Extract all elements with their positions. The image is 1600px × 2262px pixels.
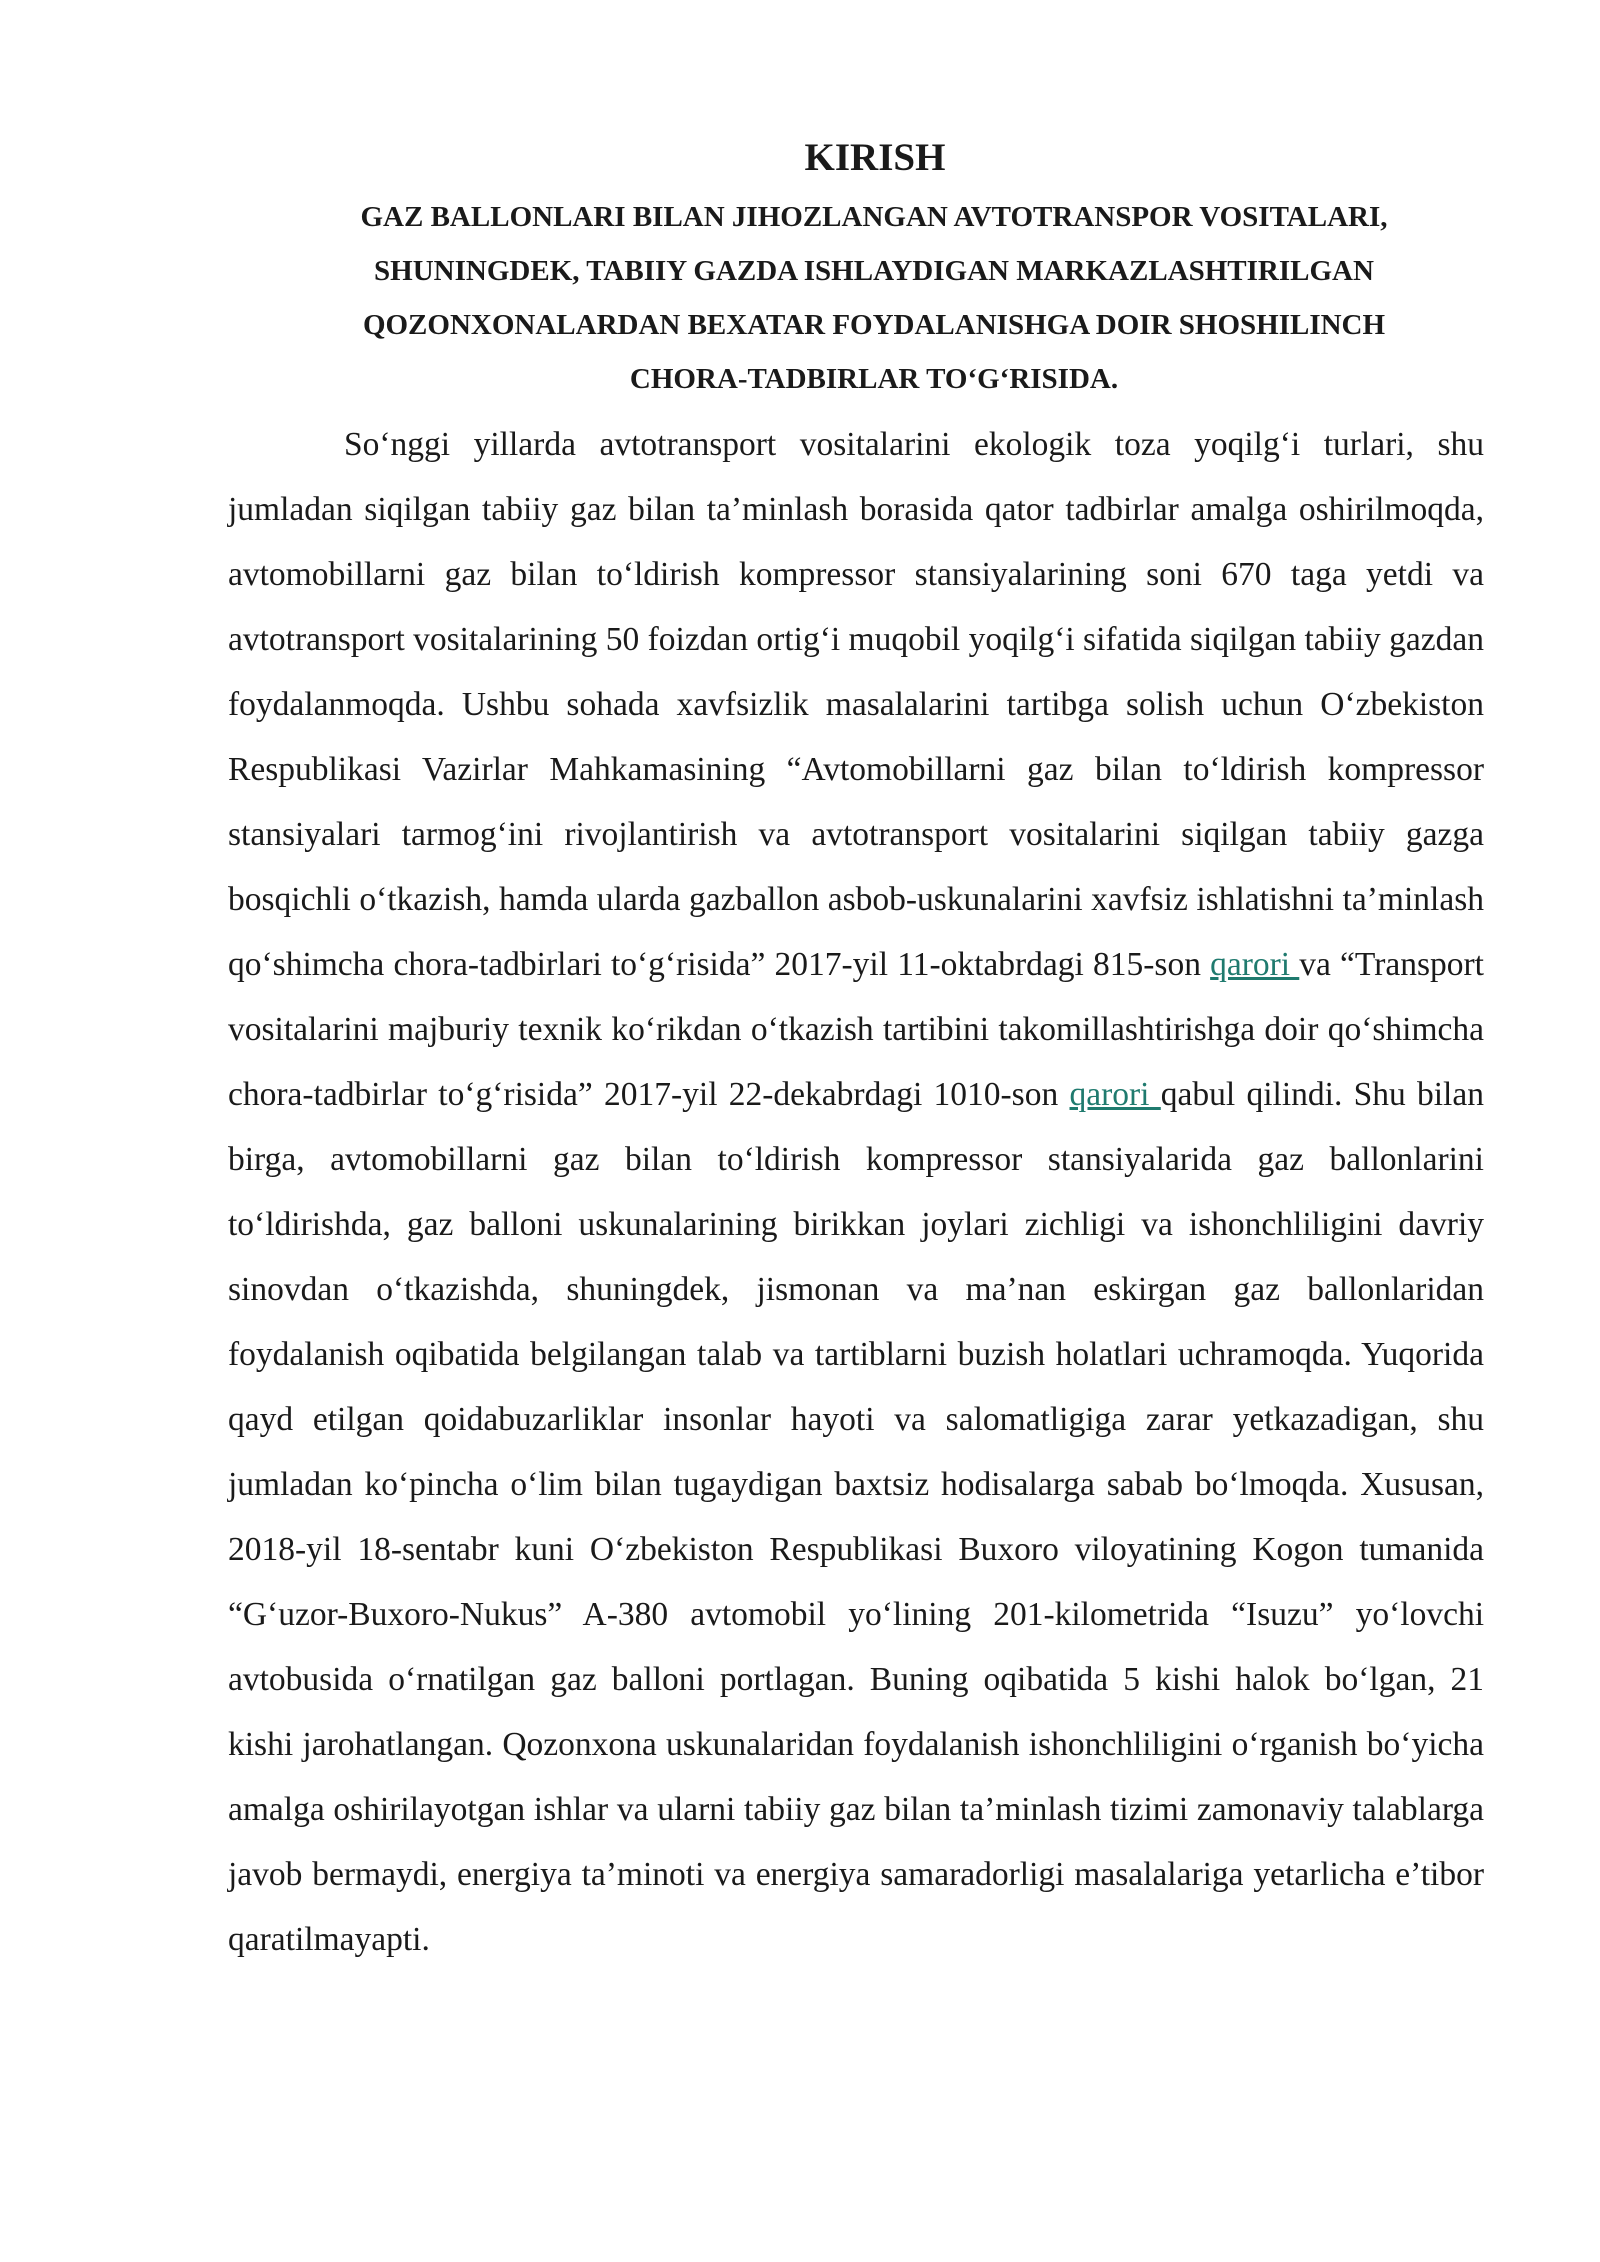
qarori-link-1010[interactable]: qarori	[1069, 1076, 1161, 1113]
paragraph-text: qabul qilindi. Shu bilan birga, avtomobillarni gaz bilan to‘ldirish kompressor stansiyalarida gaz ballonlarini to‘ldirishda, gaz balloni uskunalarining birikkan joylari zichligi va ishonchliligini davriy sinovdan o‘tkazishda, shuningdek, jismonan va ma’nan eskirgan gaz ballonlaridan foydalanish oqibatida belgilangan talab va tartiblarni buzish holatlari uchramoqda. Yuqorida qayd etilgan qoidabuzarliklar insonlar hayoti va salomatligiga zarar yetkazadigan, shu jumladan ko‘pincha o‘lim bilan tugaydigan baxtsiz hodisalarga sabab bo‘lmoqda. Xususan, 2018-yil 18-sentabr kuni O‘zbekiston Respublikasi Buxoro viloyatining Kogon tumanida “G‘uzor-Buxoro-Nukus” A-380 avtomobil yo‘lining 201-kilometrida “Isuzu” yo‘lovchi avtobusida o‘rnatilgan gaz balloni portlagan. Buning oqibatida 5 kishi halok bo‘lgan, 21 kishi jarohatlangan. Qozonxona uskunalaridan foydalanish ishonchliligini o‘rganish bo‘yicha amalga oshirilayotgan ishlar va ularni tabiiy gaz bilan ta’minlash tizimi zamonaviy talablarga javob bermaydi, energiya ta’minoti va energiya samaradorligi masalalariga yetarlicha e’tibor qaratilmayapti.	[228, 1076, 1484, 1958]
subtitle-line: CHORA-TADBIRLAR TO‘G‘RISIDA.	[629, 363, 1119, 395]
paragraph-text: So‘nggi yillarda avtotransport vositalarini ekologik toza yoqilg‘i turlari, shu jumladan siqilgan tabiiy gaz bilan ta’minlash borasida qator tadbirlar amalga oshirilmoqda, avtomobillarni gaz bilan to‘ldirish kompressor stansiyalarining soni 670 taga yetdi va avtotransport vositalarining 50 foizdan ortig‘i muqobil yoqilg‘i sifatida siqilgan tabiiy gazdan foydalanmoqda. Ushbu sohada xavfsizlik masalalarini tartibga solish uchun O‘zbekiston Respublikasi Vazirlar Mahkamasining “Avtomobillarni gaz bilan to‘ldirish kompressor stansiyalari tarmog‘ini rivojlantirish va avtotransport vositalarini siqilgan tabiiy gazga bosqichli o‘tkazish, hamda ularda gazballon asbob-uskunalarini xavfsiz ishlatishni ta’minlash qo‘shimcha chora-tadbirlari to‘g‘risida” 2017-yil 11-oktabrdagi 815-son	[228, 426, 1484, 983]
document-subtitle	[228, 190, 1484, 406]
page-title: KIRISH	[804, 136, 946, 179]
qarori-link-815[interactable]: qarori	[1210, 946, 1300, 983]
body-paragraph	[228, 412, 1484, 1972]
document-page	[228, 130, 1484, 1972]
subtitle-line: GAZ BALLONLARI BILAN JIHOZLANGAN AVTOTRANSPOR VOSITALARI,	[360, 201, 1388, 233]
subtitle-line: QOZONXONALARDAN BEXATAR FOYDALANISHGA DOIR SHOSHILINCH	[362, 309, 1386, 341]
subtitle-line: SHUNINGDEK, TABIIY GAZDA ISHLAYDIGAN MARKAZLASHTIRILGAN	[374, 255, 1374, 287]
paragraph-text: va “Transport vositalarini majburiy texnik ko‘rikdan o‘tkazish tartibini takomillashtirishga doir qo‘shimcha chora-tadbirlar to‘g‘risida” 2017-yil 22-dekabrdagi 1010-son	[228, 946, 1484, 1113]
